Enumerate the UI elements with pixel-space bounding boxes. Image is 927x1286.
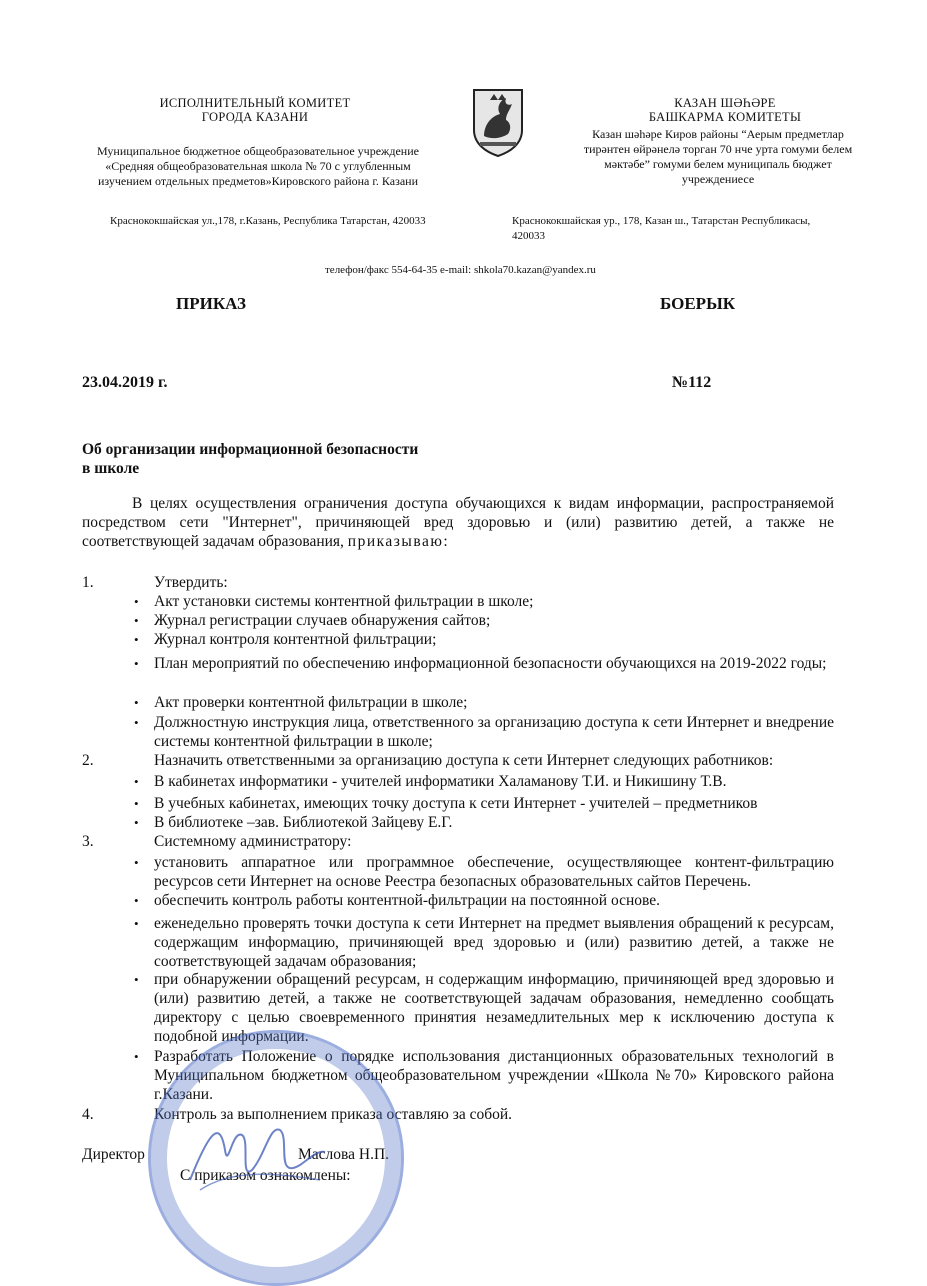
item-title: Системному администратору: <box>154 833 352 850</box>
item-title: Утвердить: <box>154 574 228 591</box>
bullet-icon <box>134 592 144 611</box>
list-item-text: Акт проверки контентной фильтрации в школе; <box>154 694 468 711</box>
bullet-icon <box>134 611 144 630</box>
list-item-text: План мероприятий по обеспечению информационной безопасности обучающихся на 2019-2022 годы; <box>154 655 827 672</box>
bullet-icon <box>134 630 144 649</box>
order-subject <box>82 440 502 478</box>
list-item-text: Акт установки системы контентной фильтрации в школе; <box>154 593 534 610</box>
item-title: Контроль за выполнением приказа оставляю за собой. <box>154 1106 513 1123</box>
right-title-line: БАШКАРМА КОМИТЕТЫ <box>648 110 802 124</box>
list-item-text: при обнаружении обращений ресурсам, н содержащим информацию, причиняющей вред здоровью и (или) развитию детей, а также не соответствующей задачам образования, немедленно сообщать директору с целью своевременного принятия незамедлительных мер к исключению доступа к подобной информации. <box>154 971 834 1045</box>
item-number: 1. <box>82 574 94 591</box>
list-item-text: обеспечить контроль работы контентной-фильтрации на постоянной основе. <box>154 892 661 909</box>
subject-line: Об организации информационной безопасности <box>82 441 419 458</box>
order-date: 23.04.2019 г. <box>82 374 168 391</box>
left-org-line: изучением отдельных предметов»Кировского района г. Казани <box>97 174 419 188</box>
order-title-tt: БОЕРЫК <box>660 294 736 313</box>
bullet-icon <box>134 772 144 791</box>
left-header-title <box>120 96 390 124</box>
order-number: №112 <box>672 374 712 391</box>
signature-role: Директор <box>82 1146 145 1163</box>
bullet-icon <box>134 914 144 933</box>
intro-command: приказываю: <box>347 533 450 550</box>
signature-name: Маслова Н.П. <box>298 1146 390 1163</box>
bullet-icon <box>134 713 144 732</box>
left-org-line: «Средняя общеобразовательная школа № 70 с углубленным <box>105 159 411 173</box>
list-item-text: В кабинетах информатики - учителей информатики Халаманову Т.И. и Никишину Т.В. <box>154 773 727 790</box>
list-item-text: Журнал контроля контентной фильтрации; <box>154 631 437 648</box>
left-org-line: Муниципальное бюджетное общеобразовательное учреждение <box>97 144 419 158</box>
left-title-line: ГОРОДА КАЗАНИ <box>201 110 309 124</box>
bullet-icon <box>134 891 144 910</box>
bullet-icon <box>134 693 144 712</box>
item-title: Назначить ответственными за организацию доступа к сети Интернет следующих работников: <box>154 752 774 769</box>
left-org-name <box>58 144 458 189</box>
right-header-title <box>600 96 850 124</box>
bullet-icon <box>134 654 144 673</box>
contacts-line: телефон/факс 554-64-35 e-mail: shkola70.kazan@yandex.ru <box>325 264 596 276</box>
right-org-name <box>560 127 876 187</box>
bullet-icon <box>134 813 144 832</box>
right-address-line: 420033 <box>512 230 545 242</box>
order-title-ru: ПРИКАЗ <box>176 294 246 313</box>
bullet-icon <box>134 970 144 989</box>
left-title-line: ИСПОЛНИТЕЛЬНЫЙ КОМИТЕТ <box>159 96 351 110</box>
bullet-icon <box>134 853 144 872</box>
list-item-text: В учебных кабинетах, имеющих точку доступа к сети Интернет - учителей – предметников <box>154 795 758 812</box>
right-org-line: учреждениесе <box>681 172 755 186</box>
item-number: 3. <box>82 833 94 850</box>
list-item-text: Журнал регистрации случаев обнаружения сайтов; <box>154 612 491 629</box>
list-item-text: установить аппаратное или программное обеспечение, осуществляющее контент-фильтрацию ресурсов сети Интернет на основе Реестра безопасных образовательных сайтов Перечень. <box>154 854 834 890</box>
right-address-line: Краснококшайская ур., 178, Казан ш., Татарстан Республикасы, <box>512 215 811 227</box>
right-org-line: Казан шәһәре Киров районы “Аерым предметлар <box>592 127 844 141</box>
right-org-line: тирәнтен өйрәнелә торган 70 нче урта гомуми белем <box>583 142 853 156</box>
bullet-icon <box>134 794 144 813</box>
intro-paragraph <box>82 494 834 551</box>
acknowledged-label: С приказом ознакомлены: <box>180 1167 351 1184</box>
item-number: 4. <box>82 1106 94 1123</box>
list-item-text: В библиотеке –зав. Библиотекой Зайцеву Е.Г. <box>154 814 453 831</box>
right-address <box>512 214 882 244</box>
intro-text: В целях осуществления ограничения доступа обучающихся к видам информации, распространяемой посредством сети "Интернет", причиняющей вред здоровью и (или) развитию детей, а также не соответствующей задачам образования, <box>82 495 834 550</box>
left-address: Краснококшайская ул.,178, г.Казань, Республика Татарстан, 420033 <box>110 215 426 227</box>
right-org-line: мәктәбе” гомуми белем муниципаль бюджет <box>604 157 832 171</box>
kazan-emblem-icon <box>470 86 526 158</box>
item-number: 2. <box>82 752 94 769</box>
list-item-text: Разработать Положение о порядке использования дистанционных образовательных технологий в Муниципальном бюджетном общеобразовательном учреждении «Школа №70» Кировского района г.Казани. <box>154 1048 834 1103</box>
subject-line: в школе <box>82 460 140 477</box>
list-item-text: еженедельно проверять точки доступа к сети Интернет на предмет выявления обращений к ресурсам, содержащим информацию, причиняющей вред здоровью и (или) развитию детей, а также не соответствующей задачам образования; <box>154 915 834 970</box>
list-item-text: Должностную инструкция лица, ответственного за организацию доступа к сети Интернет и внедрение системы контентной фильтрации в школе; <box>154 714 834 750</box>
right-title-line: КАЗАН ШӘҺӘРЕ <box>674 96 776 110</box>
bullet-icon <box>134 1047 144 1066</box>
